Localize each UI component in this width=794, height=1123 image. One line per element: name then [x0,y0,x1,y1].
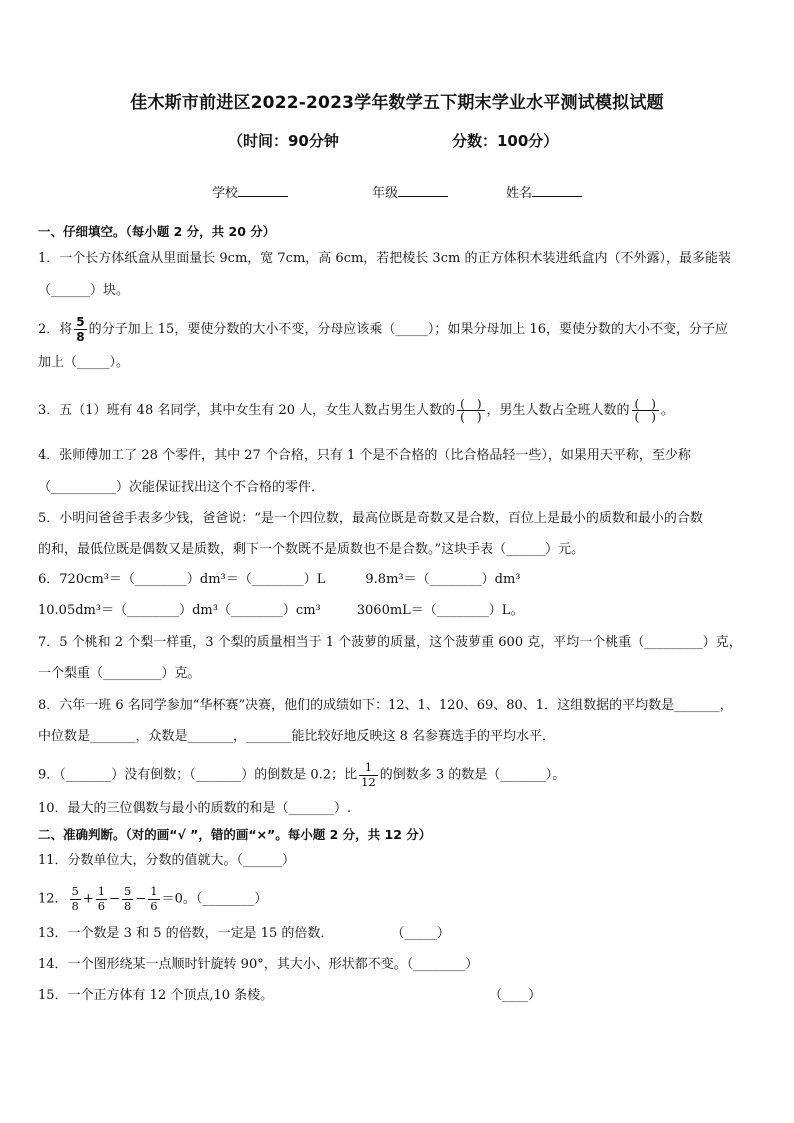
question-6-part-d: 3060mL＝（________）L。 [356,603,524,618]
question-4-line-2: （__________）次能保证找出这个不合格的零件． [38,480,325,495]
fraction-denominator: 8 [71,898,79,913]
question-15-answer-blank[interactable]: （____） [489,988,542,1003]
question-8-line-1: 8．六年一班 6 名同学参加“华杯赛”决赛，他们的成绩如下：12、1、120、69、80、1．这组数据的平均数是_______， [38,698,733,713]
answer-fraction-numerator[interactable]: ( ) [460,397,482,411]
grade-field[interactable] [372,182,448,201]
section-2-heading: 二、准确判断。（对的画“√ ”，错的画“×”。每小题 2 分，共 12 分） [38,827,432,842]
name-blank[interactable] [532,183,582,197]
school-field[interactable] [212,182,288,201]
section-1-heading: 一、仔细填空。（每小题 2 分，共 20 分） [38,224,276,239]
question-12-line [38,886,764,912]
fraction-5-8 [74,316,86,343]
school-blank[interactable] [238,183,288,197]
question-8-line-2: 中位数是_______，众数是_______，_______能比较好地反映这 8 名参赛选手的平均水平． [38,729,556,744]
question-7-line-1: 7．5 个桃和 2 个梨一样重，3 个梨的质量相当于 1 个菠萝的质量，这个菠萝重 600 克，平均一个桃重（_________）克， [38,635,742,650]
question-15-text: 15．一个正方体有 12 个顶点,10 条棱。 [38,988,274,1003]
fraction-numerator: 5 [124,884,132,898]
question-1-line-2: （______）块。 [38,283,130,298]
answer-fraction-1[interactable] [457,398,484,423]
plus-operator: + [82,891,94,907]
school-label: 学校 [212,186,239,201]
question-12-post: ＝0。（________） [161,891,268,907]
question-9-line [38,762,764,788]
question-3-pre: 3．五（1）班有 48 名同学，其中女生有 20 人，女生人数占男生人数的 [38,403,456,418]
question-9-pre: 9．（_______）没有倒数；（_______）的倒数是 0.2；比 [38,767,358,783]
question-6-line-2 [38,601,764,621]
question-7-line-2: 一个梨重（_________）克。 [38,666,201,681]
fraction-5-8 [122,886,133,912]
fraction-numerator: 1 [364,760,373,774]
question-5-line-2: 的和，最低位既是偶数又是质数，剩下一个数既不是质数也不是合数。”这块手表（______）元。 [38,542,585,557]
question-2-post: 的分子加上 15，要使分数的大小不变，分母应该乘（_____）；如果分母加上 16，要使分数的大小不变，分子应 [88,322,728,337]
grade-blank[interactable] [398,183,448,197]
question-11-line: 11．分数单位大，分数的值就大。（______） [38,853,296,868]
question-3-mid: ，男生人数占全班人数的 [486,403,630,418]
fraction-numerator: 1 [97,884,106,898]
fraction-1-6 [148,886,159,912]
question-5-line-1: 5．小明问爸爸手表多少钱，爸爸说：“是一个四位数，最高位既是奇数又是合数，百位上是最小的质数和最小的合数 [38,511,703,526]
fraction-numerator: 5 [76,315,85,329]
fraction-denominator: 12 [361,774,376,789]
fraction-1-6 [96,886,107,912]
question-15-line [38,986,764,1006]
fraction-denominator: 8 [76,330,85,344]
question-13-text: 13．一个数是 3 和 5 的倍数，一定是 15 的倍数． [38,926,334,941]
name-field[interactable] [506,182,582,201]
question-2-line-1 [38,316,764,343]
answer-fraction-2[interactable] [632,398,659,423]
minus-operator: − [135,891,147,907]
question-13-line [38,924,764,944]
minus-operator: − [109,891,121,907]
question-9-post: 的倒数多 3 的数是（_______）。 [379,767,566,783]
answer-fraction-denominator[interactable]: ( ) [632,410,659,423]
fraction-5-8 [70,886,81,912]
question-6-part-c: 10.05dm³＝（________）dm³（________）cm³ [38,603,321,618]
fraction-numerator: 1 [150,884,158,898]
question-2-line-2: 加上（_____）。 [38,355,130,370]
exam-score: 分数：100分） [452,132,559,150]
page-title: 佳木斯市前进区2022-2023学年数学五下期末学业水平测试模拟试题 [130,93,664,113]
fraction-numerator: 5 [71,884,79,898]
answer-fraction-numerator[interactable]: ( ) [634,397,656,411]
question-6-part-a: 6．720cm³＝（________）dm³＝（________）L [38,572,326,587]
fraction-denominator: 6 [150,898,158,913]
question-6-part-b: 9.8m³＝（________）dm³ [365,572,521,587]
fraction-denominator: 6 [97,898,106,913]
name-label: 姓名 [506,186,533,201]
question-13-answer-blank[interactable]: （_____） [391,926,450,941]
question-12-pre: 12． [38,891,68,907]
question-1-line-1: 1．一个长方体纸盒从里面量长 9cm，宽 7cm，高 6cm，若把棱长 3cm 的正方体积木装进纸盒内（不外露），最多能装 [38,251,731,266]
question-2-pre: 2．将 [38,322,73,337]
fraction-1-12 [359,762,378,788]
question-6-line-1 [38,570,764,590]
exam-time: （时间：90分钟 [228,132,339,150]
grade-label: 年级 [372,186,399,201]
question-3-end: 。 [660,403,674,418]
answer-fraction-denominator[interactable]: ( ) [457,410,484,423]
question-3-line [38,398,764,423]
question-10-line: 10．最大的三位偶数与最小的质数的和是（_______）. [38,801,352,816]
fraction-denominator: 8 [124,898,132,913]
question-4-line-1: 4．张师傅加工了 28 个零件，其中 27 个合格，只有 1 个是不合格的（比合格品轻一些），如果用天平称，至少称 [38,448,691,463]
question-14-line: 14．一个图形绕某一点顺时针旋转 90°，其大小、形状都不变。（________） [38,957,479,972]
